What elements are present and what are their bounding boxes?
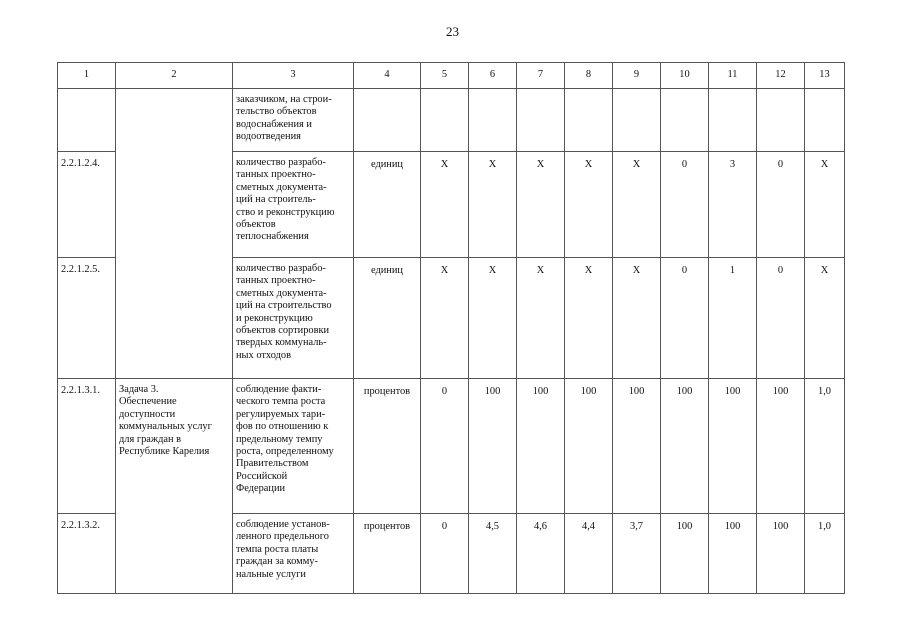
task-cell: [116, 89, 233, 379]
value-cell: [469, 89, 517, 152]
value-cell: 0: [421, 379, 469, 514]
unit-cell: единиц: [354, 152, 421, 258]
value-cell: Х: [805, 258, 845, 379]
value-cell: 100: [661, 379, 709, 514]
column-header: 12: [757, 63, 805, 89]
value-cell: 0: [757, 152, 805, 258]
value-cell: Х: [565, 258, 613, 379]
indicator-cell: количество разрабо- танных проектно- сметных документа- ций на строительство и реконструкцию объектов сортировки твердых коммуналь- ных отходов: [233, 258, 354, 379]
value-cell: 0: [757, 258, 805, 379]
unit-cell: процентов: [354, 514, 421, 594]
column-header: 6: [469, 63, 517, 89]
column-header: 4: [354, 63, 421, 89]
value-cell: 4,4: [565, 514, 613, 594]
value-cell: 0: [661, 152, 709, 258]
indicator-cell: заказчиком, на строи- тельство объектов водоснабжения и водоотведения: [233, 89, 354, 152]
value-cell: 0: [421, 514, 469, 594]
table-row: [58, 89, 845, 152]
value-cell: 100: [709, 379, 757, 514]
value-cell: [613, 89, 661, 152]
value-cell: 100: [661, 514, 709, 594]
column-header: 9: [613, 63, 661, 89]
value-cell: 1,0: [805, 379, 845, 514]
value-cell: 100: [757, 514, 805, 594]
column-header: 13: [805, 63, 845, 89]
value-cell: Х: [469, 152, 517, 258]
indicator-cell: количество разрабо- танных проектно- сметных документа- ций на строитель- ство и реконструкцию объектов теплоснабжения: [233, 152, 354, 258]
table-row: [58, 379, 845, 514]
value-cell: Х: [469, 258, 517, 379]
value-cell: Х: [613, 258, 661, 379]
unit-cell: процентов: [354, 379, 421, 514]
value-cell: 4,5: [469, 514, 517, 594]
table-header-row: [58, 63, 845, 89]
value-cell: 100: [613, 379, 661, 514]
column-header: 2: [116, 63, 233, 89]
value-cell: 1,0: [805, 514, 845, 594]
value-cell: 0: [661, 258, 709, 379]
value-cell: 100: [757, 379, 805, 514]
value-cell: 100: [517, 379, 565, 514]
value-cell: Х: [613, 152, 661, 258]
row-id-cell: 2.2.1.3.2.: [58, 514, 116, 594]
column-header: 1: [58, 63, 116, 89]
value-cell: Х: [421, 258, 469, 379]
column-header: 11: [709, 63, 757, 89]
column-header: 7: [517, 63, 565, 89]
indicator-cell: соблюдение установ- ленного предельного темпа роста платы граждан за комму- нальные услуги: [233, 514, 354, 594]
column-header: 3: [233, 63, 354, 89]
task-cell: Задача 3. Обеспечение доступности коммунальных услуг для граждан в Республике Карелия: [116, 379, 233, 594]
value-cell: [565, 89, 613, 152]
value-cell: 4,6: [517, 514, 565, 594]
column-header: 8: [565, 63, 613, 89]
page-number: 23: [446, 24, 459, 39]
row-id-cell: [58, 89, 116, 152]
value-cell: 100: [709, 514, 757, 594]
value-cell: Х: [421, 152, 469, 258]
value-cell: [661, 89, 709, 152]
value-cell: [517, 89, 565, 152]
value-cell: Х: [805, 152, 845, 258]
column-header: 10: [661, 63, 709, 89]
value-cell: [709, 89, 757, 152]
value-cell: Х: [565, 152, 613, 258]
row-id-cell: 2.2.1.2.5.: [58, 258, 116, 379]
value-cell: Х: [517, 258, 565, 379]
row-id-cell: 2.2.1.3.1.: [58, 379, 116, 514]
value-cell: 1: [709, 258, 757, 379]
value-cell: [757, 89, 805, 152]
value-cell: [805, 89, 845, 152]
value-cell: 100: [565, 379, 613, 514]
indicator-cell: соблюдение факти- ческого темпа роста регулируемых тари- фов по отношению к предельному темпу роста, определенному Правительством Российской Федерации: [233, 379, 354, 514]
column-header: 5: [421, 63, 469, 89]
value-cell: [421, 89, 469, 152]
value-cell: 3: [709, 152, 757, 258]
unit-cell: единиц: [354, 258, 421, 379]
value-cell: 100: [469, 379, 517, 514]
row-id-cell: 2.2.1.2.4.: [58, 152, 116, 258]
unit-cell: [354, 89, 421, 152]
value-cell: Х: [517, 152, 565, 258]
indicators-table: [57, 62, 845, 594]
value-cell: 3,7: [613, 514, 661, 594]
